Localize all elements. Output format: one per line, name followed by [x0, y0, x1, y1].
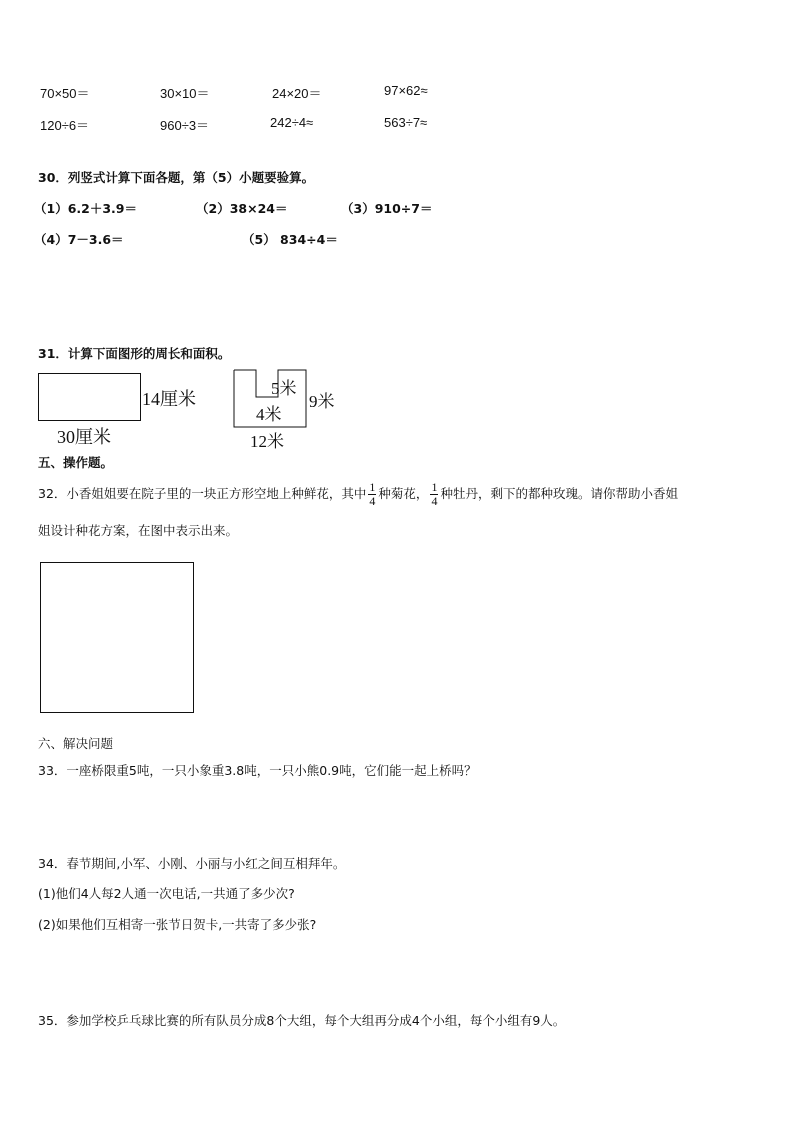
question-32-text-a: 32．小香姐姐要在院子里的一块正方形空地上种鲜花，其中: [38, 486, 367, 501]
oral-calc-2-1: 120÷6＝: [40, 118, 90, 133]
question-32-line-2: 姐设计种花方案，在图中表示出来。: [38, 523, 239, 538]
oral-calc-2-3: 242÷4≈: [270, 115, 314, 130]
oral-calc-2-2: 960÷3＝: [160, 118, 210, 133]
fraction-one-quarter-2: [430, 481, 438, 508]
shape-bottom-label: 12米: [250, 432, 284, 451]
question-35-text: 35．参加学校乒乓球比赛的所有队员分成8个大组，每个大组再分成4个小组，每个小组有9人。: [38, 1013, 566, 1028]
fraction-2-numerator: 1: [431, 480, 438, 494]
fraction-one-quarter-1: [368, 481, 376, 508]
square-garden-figure: [40, 562, 194, 713]
oral-calc-1-4: 97×62≈: [384, 83, 428, 98]
section-6-title: 六、解决问题: [38, 736, 114, 751]
question-30-item-4: （4）7－3.6＝: [34, 232, 124, 247]
fraction-2-denominator: 4: [431, 494, 438, 508]
rectangle-width-label: 30厘米: [57, 427, 111, 447]
question-32-text-b: 种菊花，: [378, 486, 429, 501]
fraction-1-numerator: 1: [369, 480, 376, 494]
question-34-sub-2: (2)如果他们互相寄一张节日贺卡,一共寄了多少张?: [38, 917, 317, 932]
question-30-title: 30．列竖式计算下面各题，第（5）小题要验算。: [38, 170, 315, 185]
notch-width-label: 4米: [256, 405, 282, 424]
question-32-text-c: 种牡丹，剩下的都种玫瑰。请你帮助小香姐: [440, 486, 678, 501]
rectangle-height-label: 14厘米: [142, 389, 196, 409]
oral-calc-2-4: 563÷7≈: [384, 115, 428, 130]
section-5-title: 五、操作题。: [38, 455, 114, 470]
shape-right-label: 9米: [309, 392, 335, 411]
question-32-line-1: [38, 479, 678, 509]
question-34-sub-1: (1)他们4人每2人通一次电话,一共通了多少次?: [38, 886, 295, 901]
fraction-1-denominator: 4: [369, 494, 376, 508]
question-34-text: 34．春节期间,小军、小刚、小丽与小红之间互相拜年。: [38, 856, 346, 871]
oral-calc-1-2: 30×10＝: [160, 86, 210, 101]
oral-calc-1-3: 24×20＝: [272, 86, 322, 101]
notch-top-label: 5米: [271, 379, 297, 398]
question-30-item-3: （3）910÷7＝: [341, 201, 433, 216]
rectangle-figure: [38, 373, 141, 421]
question-30-item-1: （1）6.2＋3.9＝: [34, 201, 137, 216]
question-33-text: 33．一座桥限重5吨，一只小象重3.8吨，一只小熊0.9吨，它们能一起上桥吗？: [38, 763, 477, 778]
question-30-item-2: （2）38×24＝: [196, 201, 288, 216]
oral-calc-1-1: 70×50＝: [40, 86, 90, 101]
question-31-title: 31．计算下面图形的周长和面积。: [38, 346, 231, 361]
question-30-item-5: （5） 834÷4＝: [242, 232, 338, 247]
